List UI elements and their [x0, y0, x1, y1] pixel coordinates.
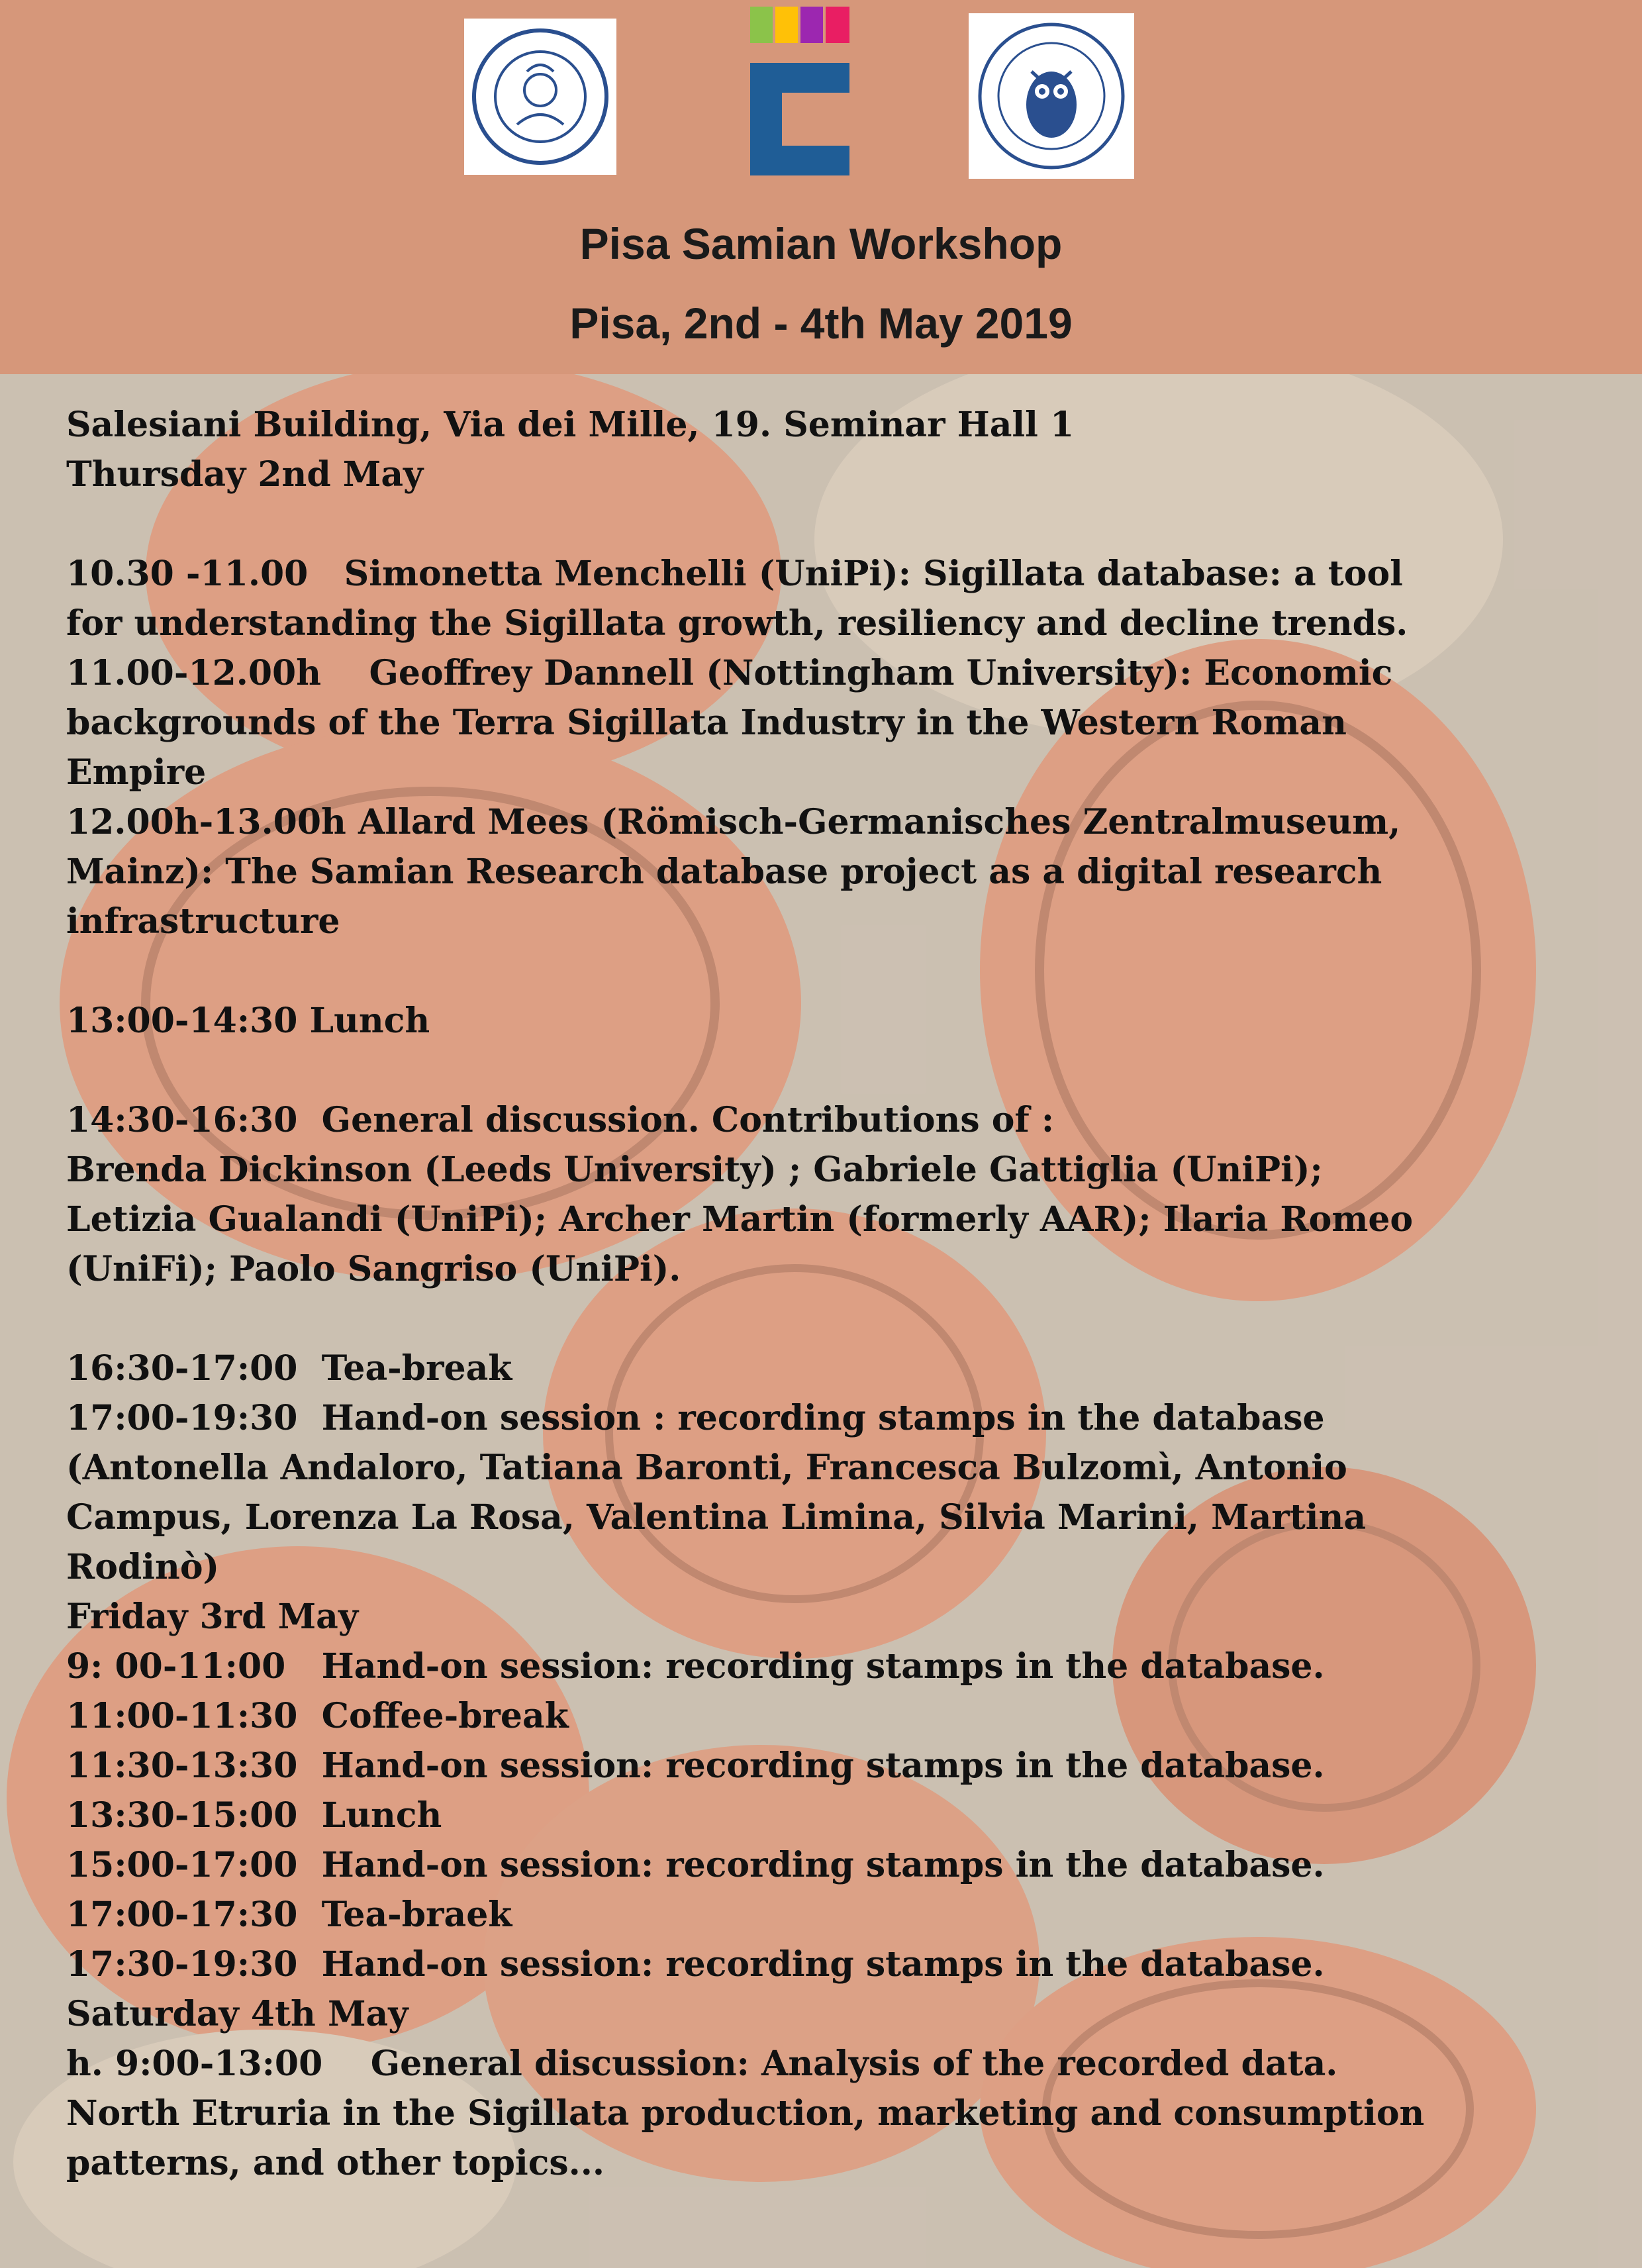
session-text: Lunch [321, 1795, 442, 1836]
session-text: General discussion. Contributions of : [321, 1100, 1055, 1140]
session-time: h. 9:00-13:00 [66, 2044, 323, 2084]
session-text: Hand-on session: recording stamps in the database. [321, 1746, 1325, 1786]
session-line [66, 1691, 1602, 1741]
session-continuation: infrastructure [66, 901, 340, 942]
day-heading: Saturday 4th May [66, 1994, 409, 2034]
session-text: General discussion: Analysis of the recorded data. [370, 2044, 1338, 2084]
session-line [66, 1890, 1602, 1940]
session-continuation: Rodinò) [66, 1547, 220, 1587]
session-time: 10.30 -11.00 [66, 554, 309, 594]
center-bars-logo [750, 7, 849, 175]
session-text: Hand-on session : recording stamps in the database [321, 1398, 1325, 1438]
session-line [66, 549, 1602, 599]
owl-seal-icon [969, 13, 1134, 179]
venue: Salesiani Building, Via dei Mille, 19. Seminar Hall 1 [66, 405, 1075, 445]
session-line [66, 1642, 1602, 1691]
session-line [66, 1840, 1602, 1890]
session-text: Tea-break [321, 1348, 512, 1389]
session-continuation: (UniFi); Paolo Sangriso (UniPi). [66, 1249, 681, 1289]
session-line [66, 648, 1602, 698]
session-line [66, 2039, 1602, 2089]
workshop-title: Pisa Samian Workshop [579, 219, 1063, 268]
day-heading: Thursday 2nd May [66, 454, 424, 495]
session-time: 17:30-19:30 [66, 1944, 298, 1985]
header-band [0, 0, 1642, 374]
session-text: Geoffrey Dannell (Nottingham University): Economic [369, 653, 1393, 693]
session-time: 11.00-12.00h [66, 653, 322, 693]
session-continuation: patterns, and other topics... [66, 2143, 604, 2183]
session-continuation: for understanding the Sigillata growth, resiliency and decline trends. [66, 603, 1408, 644]
session-text: Allard Mees (Römisch-Germanisches Zentralmuseum, [358, 802, 1401, 842]
session-line [66, 1095, 1602, 1145]
session-line [66, 797, 1602, 847]
session-line [66, 996, 1602, 1046]
session-line [66, 1393, 1602, 1443]
session-continuation: Letizia Gualandi (UniPi); Archer Martin (formerly AAR); Ilaria Romeo [66, 1199, 1414, 1240]
session-continuation: Campus, Lorenza La Rosa, Valentina Limina, Silvia Marini, Martina [66, 1497, 1367, 1538]
session-time: 17:00-19:30 [66, 1398, 298, 1438]
session-text: Hand-on session: recording stamps in the database. [321, 1845, 1325, 1885]
session-line [66, 1344, 1602, 1393]
colored-bars-logo-icon [750, 7, 849, 175]
session-time: 17:00-17:30 [66, 1895, 298, 1935]
session-time: 9: 00-11:00 [66, 1646, 286, 1687]
session-text: Coffee-break [321, 1696, 569, 1736]
session-time: 13:00-14:30 [66, 1001, 298, 1041]
session-time: 14:30-16:30 [66, 1100, 298, 1140]
session-text: Tea-braek [321, 1895, 512, 1935]
session-text: Lunch [309, 1001, 430, 1041]
session-continuation: backgrounds of the Terra Sigillata Industry in the Western Roman [66, 703, 1347, 743]
session-time: 12.00h-13.00h [66, 802, 346, 842]
program-text [66, 400, 1602, 2188]
session-time: 13:30-15:00 [66, 1795, 298, 1836]
session-text: Hand-on session: recording stamps in the database. [321, 1944, 1325, 1985]
session-continuation: Mainz): The Samian Research database project as a digital research [66, 852, 1382, 892]
session-line [66, 1791, 1602, 1840]
workshop-dates: Pisa, 2nd - 4th May 2019 [569, 299, 1073, 348]
session-time: 11:30-13:30 [66, 1746, 298, 1786]
session-line [66, 1940, 1602, 1989]
session-line [66, 1741, 1602, 1791]
university-seal-logo [464, 19, 616, 175]
session-continuation: Empire [66, 752, 207, 793]
session-continuation: Brenda Dickinson (Leeds University) ; Gabriele Gattiglia (UniPi); [66, 1150, 1323, 1190]
session-continuation: (Antonella Andaloro, Tatiana Baronti, Francesca Bulzomì, Antonio [66, 1448, 1347, 1488]
session-text: Simonetta Menchelli (UniPi): Sigillata database: a tool [344, 554, 1403, 594]
university-seal-icon [464, 19, 616, 175]
day-heading: Friday 3rd May [66, 1597, 359, 1637]
session-text: Hand-on session: recording stamps in the database. [321, 1646, 1325, 1687]
department-seal-logo [969, 13, 1134, 179]
session-time: 15:00-17:00 [66, 1845, 298, 1885]
session-time: 16:30-17:00 [66, 1348, 298, 1389]
session-continuation: North Etruria in the Sigillata production, marketing and consumption [66, 2093, 1425, 2134]
session-time: 11:00-11:30 [66, 1696, 298, 1736]
